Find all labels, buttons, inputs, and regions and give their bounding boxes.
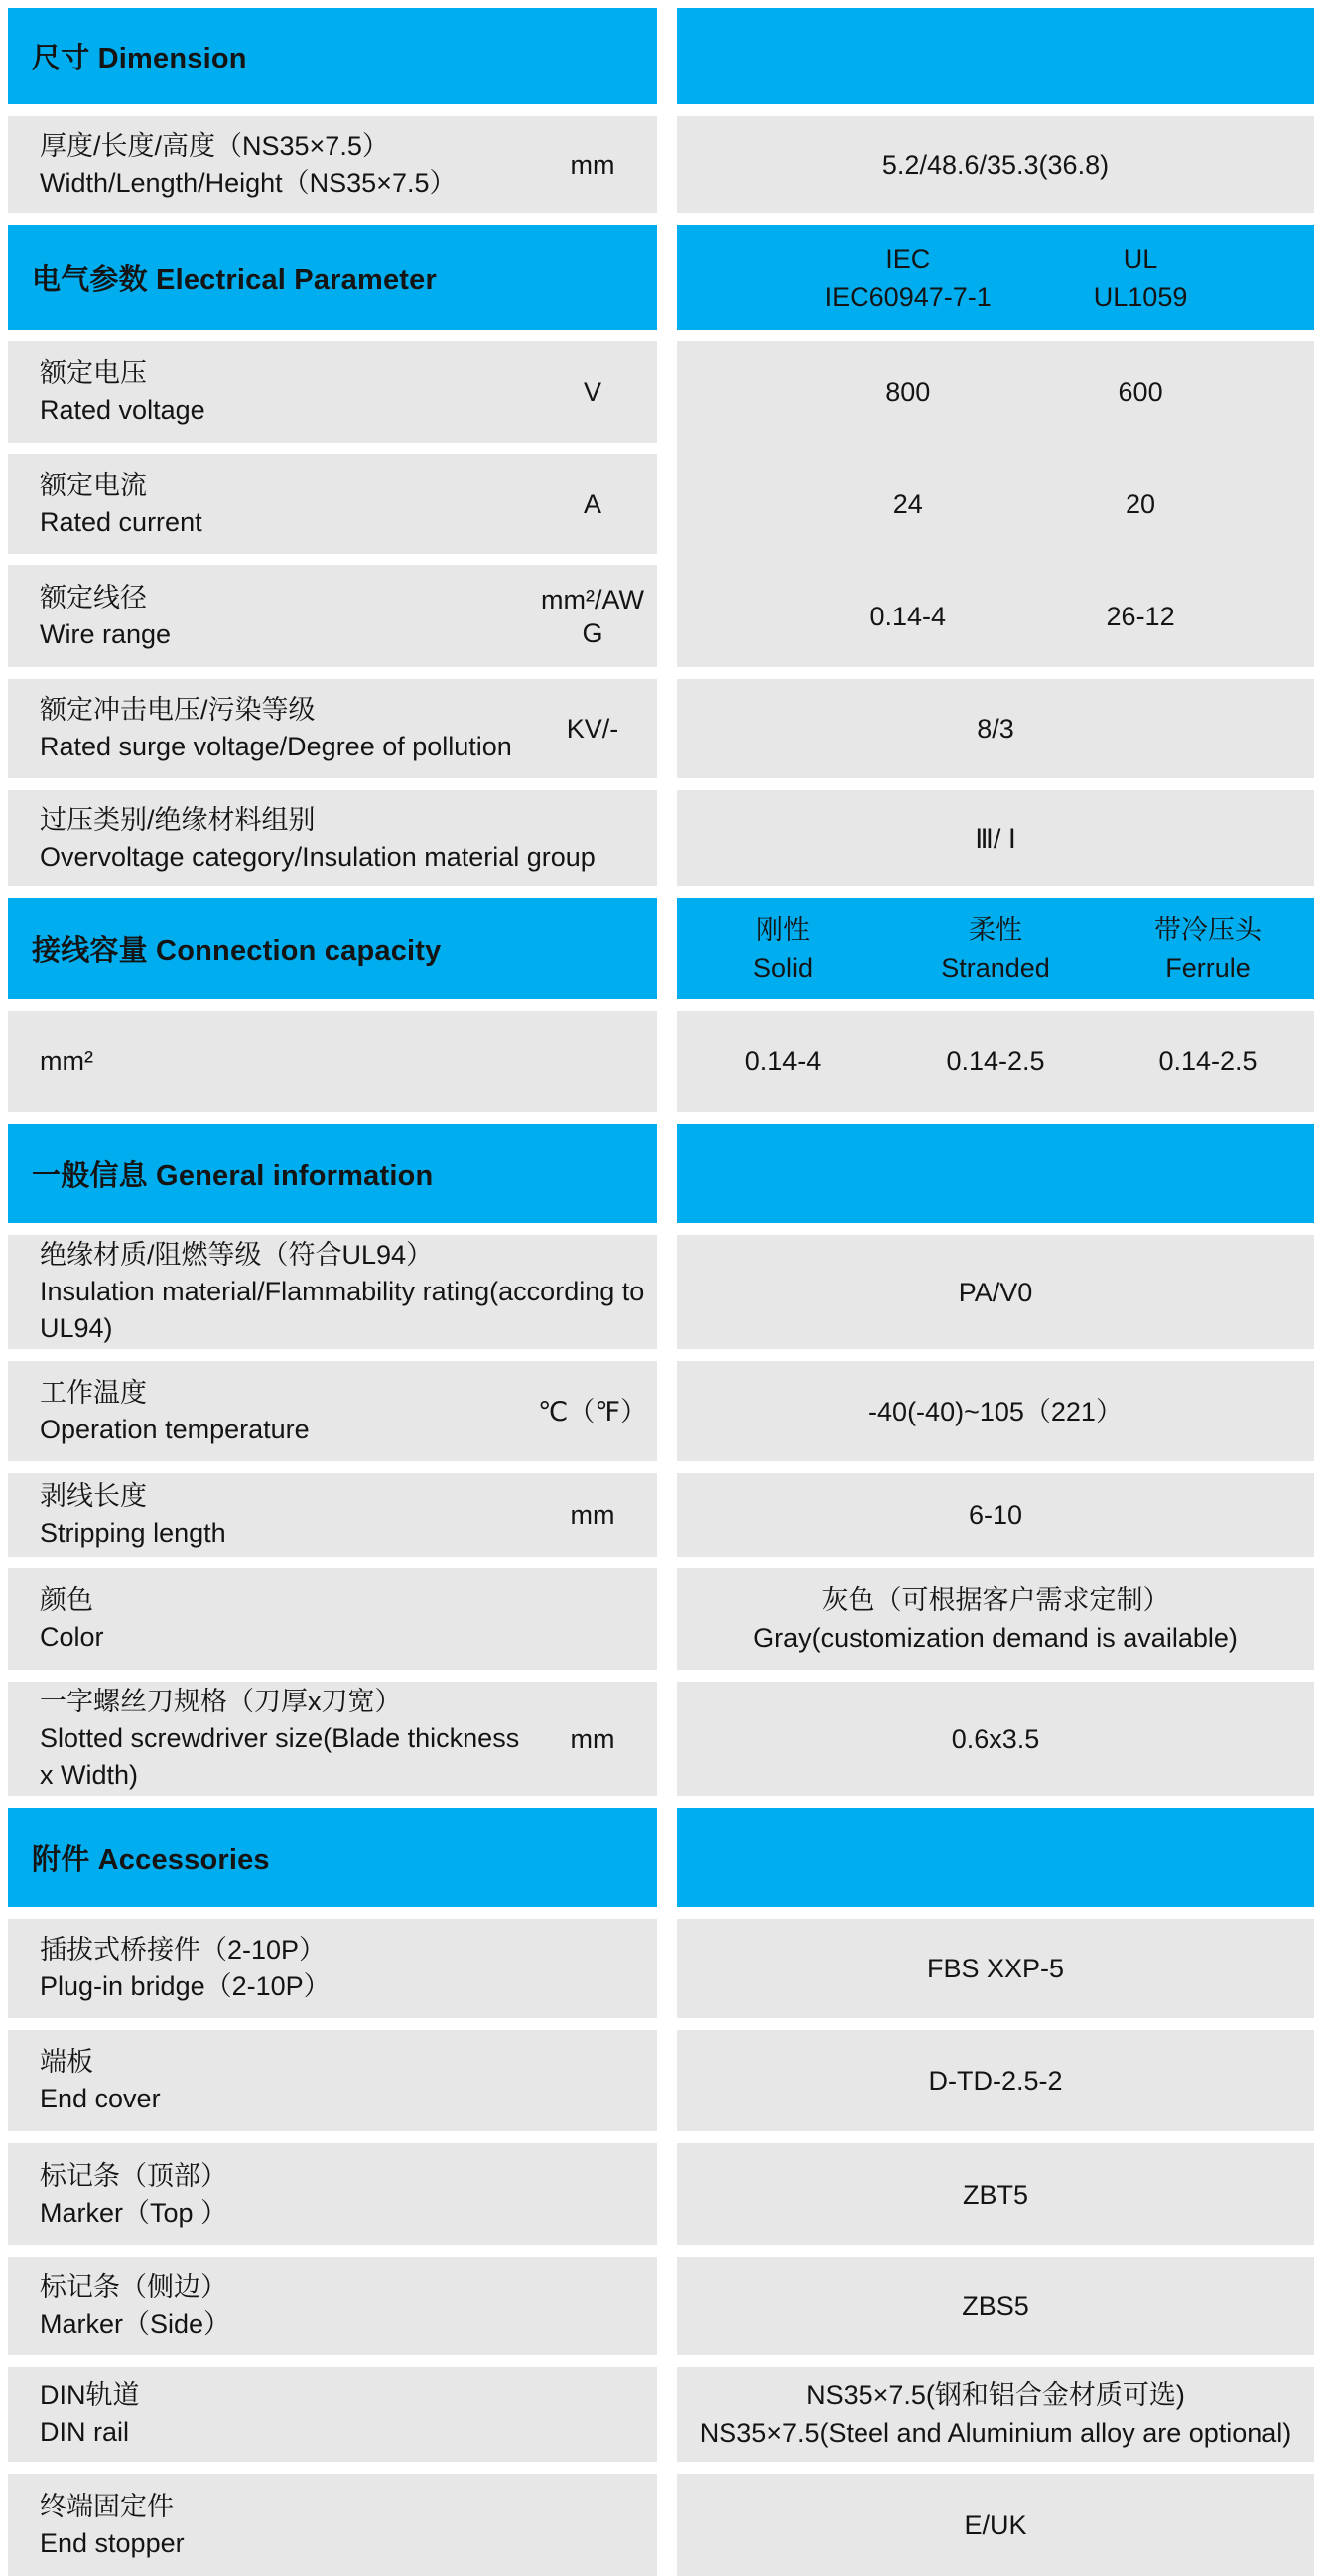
row-label-cell [8,1682,657,1796]
row-label-zh: 额定线径 [40,582,147,612]
row-label-zh: 工作温度 [40,1377,147,1408]
table-row [8,2257,1314,2355]
sub-column-header-line2: Stranded [941,952,1050,983]
row-unit: mm [570,1500,615,1530]
row-value-cell [677,1473,1314,1557]
row-label-zh: 插拔式桥接件（2-10P） [40,1935,327,1965]
row-value-stack [753,1581,1238,1657]
section-title-cell [8,1808,657,1907]
row-value-stack [964,2507,1026,2544]
sub-column-header [889,911,1102,987]
row-value-stack [963,2176,1028,2214]
row-unit: ℃（℉） [537,1396,648,1426]
section-header-right-cell [677,1808,1314,1907]
row-label-en: End cover [40,2084,161,2113]
row-label [40,1478,534,1552]
row-value: D-TD-2.5-2 [928,2066,1063,2096]
table-row [8,1919,1314,2018]
row-value: NS35×7.5(Steel and Aluminium alloy are optional) [699,2418,1292,2448]
row-value: 0.14-4 [869,601,946,631]
electrical-values-row [677,341,1314,443]
row-label [40,580,534,653]
section-header-right-cell [677,8,1314,104]
row-value: 8/3 [977,714,1014,744]
sub-column-header-line2: IEC60947-7-1 [824,281,992,312]
table-row [8,2143,1314,2245]
section-header-right-cell [677,898,1314,999]
row-value: 灰色（可根据客户需求定制） [821,1585,1170,1615]
row-label [40,2044,651,2117]
row-label-cell [8,1919,657,2018]
row-value: ZBT5 [962,2179,1028,2210]
row-value-stack [927,1950,1064,1987]
row-value-cell [677,2367,1314,2462]
row-value: 0.14-4 [744,1046,822,1076]
row-label-cell [8,1473,657,1557]
row-label-zh: 颜色 [40,1585,93,1615]
row-label-en: Width/Length/Height（NS35×7.5） [40,168,457,198]
row-label [40,692,534,765]
row-label-en: Rated surge voltage/Degree of pollution [40,732,512,761]
value-columns [677,598,1314,635]
table-row [8,116,1314,213]
row-unit: mm [570,150,615,180]
row-label [40,2377,651,2451]
row-value-stack [977,710,1014,747]
section-title-cell [8,8,657,104]
row-value-cell [677,1568,1314,1670]
section-title: 尺寸 Dimension [32,43,247,74]
row-label-zh: 一字螺丝刀规格（刀厚x刀宽） [40,1687,402,1716]
row-value: 600 [1118,377,1163,407]
row-value-stack [959,1274,1033,1311]
row-label-cell [8,1361,657,1461]
row-label-cell [8,2474,657,2576]
row-value: ZBS5 [962,2291,1029,2321]
row-label [40,2158,651,2232]
row-label-cell [8,116,657,213]
row-value: Ⅲ/ Ⅰ [975,823,1016,854]
sub-column-headers [677,240,1314,316]
section-header-right-cell [677,225,1314,330]
row-label-cell [8,2030,657,2131]
row-label-cell [8,341,657,443]
row-label-zh: 绝缘材质/阻燃等级（符合UL94） [40,1240,434,1270]
row-label-zh: 标记条（顶部） [40,2160,227,2191]
row-label-zh: 额定电流 [40,470,147,500]
row-unit: KV/- [566,714,619,744]
sub-column-header [677,911,889,987]
row-unit: A [583,488,601,519]
row-label-en: Marker（Side） [40,2309,231,2339]
row-value-cell [677,1682,1314,1796]
table-row [8,2030,1314,2131]
row-value-cell [677,2143,1314,2245]
row-label-cell [8,679,657,778]
row-value-cell [677,790,1314,886]
section-title-cell [8,898,657,999]
sub-column-header-line1: 柔性 [969,914,1022,945]
section-header-row [8,1808,1314,1907]
section-header-right-cell [677,1124,1314,1223]
section-header-row [8,225,1314,330]
row-value: FBS XXP-5 [926,1954,1065,1983]
row-label-cell [8,1011,657,1112]
section-header-row [8,8,1314,104]
table-row [8,1011,1314,1112]
row-label [40,2489,651,2562]
row-value: 5.2/48.6/35.3(36.8) [881,150,1110,180]
row-value-cell [677,2030,1314,2131]
sub-column-header-line1: UL [1123,243,1158,274]
row-label-cell [8,2367,657,2462]
value-columns [677,373,1314,411]
table-row [8,790,1314,886]
row-label-zh: mm² [40,1045,93,1076]
row-label-en: Wire range [40,618,172,649]
row-value: NS35×7.5(钢和铝合金材质可选) [806,2380,1185,2410]
table-row [8,2367,1314,2462]
sub-column-header-line2: Solid [752,952,814,983]
electrical-values-block [677,341,1314,667]
row-label [40,2269,651,2343]
row-label-zh: 厚度/长度/高度（NS35×7.5） [40,131,389,161]
row-value-stack [975,820,1016,858]
electrical-values-row [677,565,1314,667]
section-title: 附件 Accessories [32,1843,270,1876]
section-title-cell [8,225,657,330]
row-value: 800 [885,377,931,407]
row-value: 0.6x3.5 [951,1723,1040,1754]
row-value-cell [677,1011,1314,1112]
row-label-cell [8,565,657,667]
row-value-stack [969,1496,1022,1534]
row-value-cell [677,2474,1314,2576]
row-label-cell [8,454,657,554]
row-value-stack [700,2376,1292,2452]
row-label [40,1932,651,2005]
row-value: 0.14-2.5 [946,1046,1045,1076]
row-label [40,1237,651,1347]
section-title-cell [8,1124,657,1223]
value-columns [677,1042,1314,1080]
row-value-stack [882,146,1109,184]
row-label-cell [8,1235,657,1349]
row-label [40,1375,534,1448]
row-value-cell [677,116,1314,213]
row-label-zh: 端板 [40,2047,93,2077]
row-label-zh: 剥线长度 [40,1481,147,1511]
row-unit: mm²/AWG [541,584,644,648]
row-label-zh: 额定冲击电压/污染等级 [40,695,316,725]
sub-column-header-line2: UL1059 [1093,281,1188,312]
table-row [8,1473,1314,1557]
row-value: E/UK [964,2509,1027,2540]
row-value: 6-10 [968,1500,1023,1530]
row-unit: V [583,377,601,407]
row-label-en: End stopper [40,2527,185,2558]
row-value: Gray(customization demand is available) [753,1623,1238,1653]
row-label-en: Color [40,1622,104,1652]
table-row [8,1361,1314,1461]
row-value-stack [868,1393,1123,1430]
row-value-cell [677,1235,1314,1349]
sub-column-headers [677,911,1314,987]
row-value-cell [677,1361,1314,1461]
row-label-en: Rated voltage [40,395,205,425]
section-title: 一般信息 General information [32,1159,434,1192]
row-value-cell [677,2257,1314,2355]
row-label-en: Rated current [40,506,202,537]
row-value: 0.14-2.5 [1158,1046,1258,1076]
table-row [8,2474,1314,2576]
row-value-cell [677,679,1314,778]
row-label [40,1684,534,1794]
row-label-zh: 标记条（侧边） [40,2272,227,2302]
section-title: 电气参数 Electrical Parameter [32,264,437,296]
row-label [40,1043,651,1080]
sub-column-header [1102,911,1314,987]
row-value-cell [677,1919,1314,2018]
table-row [8,679,1314,778]
row-label [40,1582,651,1656]
row-label-en: Plug-in bridge（2-10P） [40,1971,331,2001]
sub-column-header [1024,240,1257,316]
electrical-values-row [677,454,1314,554]
table-row [8,1235,1314,1349]
electrical-rows-group [8,341,1314,667]
sub-column-header-line1: 带冷压头 [1154,914,1262,945]
row-value: PA/V0 [958,1277,1033,1307]
sub-column-header-line2: Ferrule [1165,952,1251,983]
row-label-cell [8,1568,657,1670]
row-label-en: Marker（Top ） [40,2197,228,2228]
row-label-en: Insulation material/Flammability rating(according to UL94) [40,1277,645,1343]
row-label-cell [8,2257,657,2355]
row-label [40,355,534,429]
row-label-en: Stripping length [40,1518,226,1548]
table-row [8,1568,1314,1670]
section-header-row [8,1124,1314,1223]
row-label-cell [8,790,657,886]
row-value: -40(-40)~105（221） [868,1396,1123,1426]
row-value: 20 [1126,488,1156,519]
row-label-en: Slotted screwdriver size(Blade thickness x Width) [40,1723,520,1790]
row-label [40,128,534,202]
sub-column-header-line1: 刚性 [756,914,810,945]
row-label-zh: 终端固定件 [40,2491,174,2521]
sub-column-header [792,240,1024,316]
row-label-zh: DIN轨道 [40,2380,140,2410]
row-value: 26-12 [1106,601,1175,631]
table-row [8,1682,1314,1796]
row-label-en: DIN rail [40,2417,130,2447]
row-label-en: Operation temperature [40,1414,310,1444]
row-label-cell [8,2143,657,2245]
row-label-zh: 过压类别/绝缘材料组别 [40,804,316,835]
value-columns [677,485,1314,523]
row-label-zh: 额定电压 [40,358,147,388]
row-unit: mm [570,1723,615,1754]
section-header-row [8,898,1314,999]
row-value-stack [928,2062,1062,2100]
section-title: 接线容量 Connection capacity [32,935,442,967]
row-value-stack [952,1720,1040,1758]
row-value: 24 [892,488,923,519]
electrical-left-column [8,341,657,667]
row-label [40,468,534,541]
sub-column-header-line1: IEC [885,243,931,274]
row-label-en: Overvoltage category/Insulation material group [40,841,596,872]
row-value-stack [962,2287,1029,2325]
row-label [40,802,651,876]
